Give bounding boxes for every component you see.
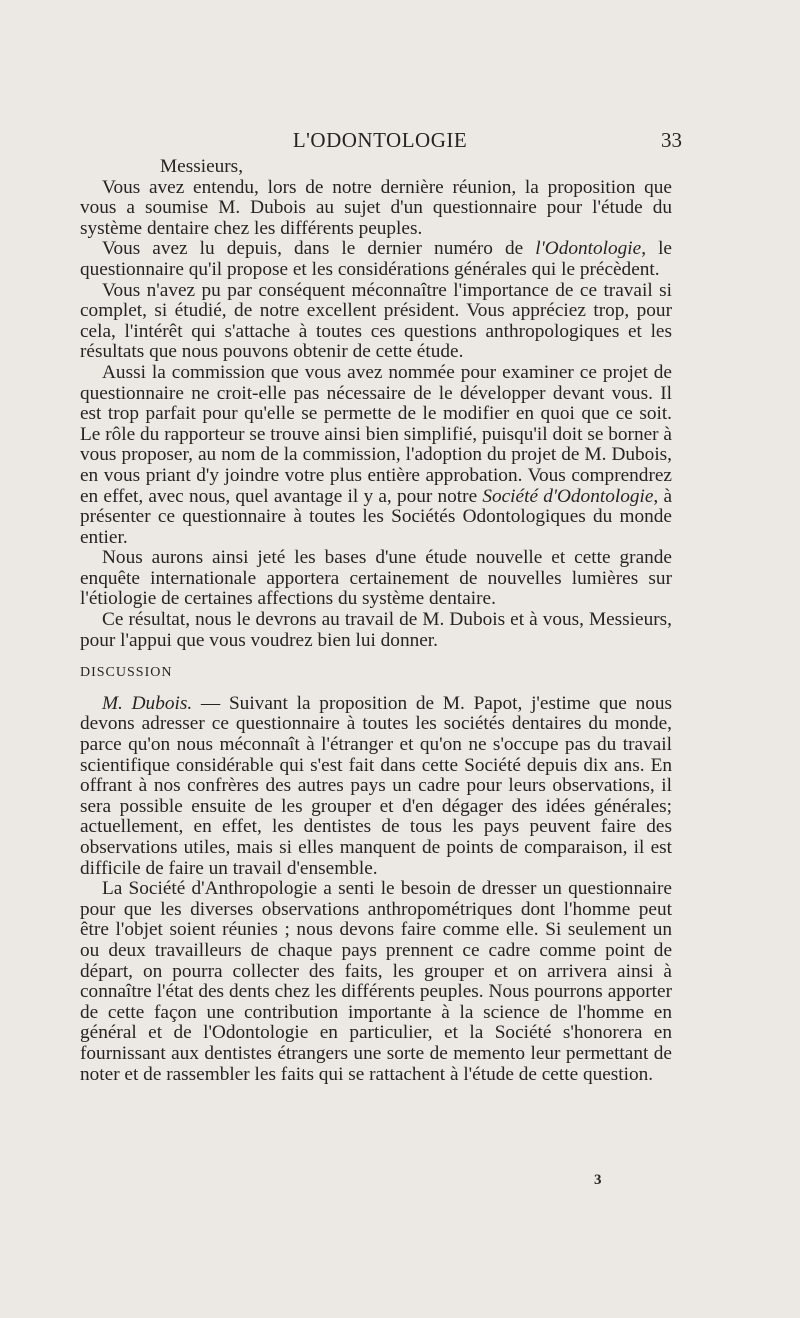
page-body <box>80 157 672 1085</box>
salutation: Messieurs, <box>160 156 244 177</box>
discussion-paragraph-1 <box>80 694 672 879</box>
report-paragraph-5: Nous aurons ainsi jeté les bases d'une étude nouvelle et cette grande enquête internationale apportera certainement de nouvelles lumières sur l'étiologie de certaines affections du système dentaire. <box>80 547 672 610</box>
journal-title-italic: l'Odontologie <box>535 238 642 260</box>
report-paragraph-4-end: , à présenter ce questionnaire à toutes les Sociétés Odontologiques du monde entier. <box>80 485 673 548</box>
report-paragraph-2-end: , le questionnaire qu'il propose et les considérations générales qui le précèdent. <box>80 238 672 280</box>
report-paragraph-4 <box>80 363 672 548</box>
report-paragraph-1: Vous avez entendu, lors de notre dernière réunion, la proposition que vous a soumise M. Dubois au sujet d'un questionnaire pour l'étude du système dentaire chez les différents peuples. <box>80 176 672 239</box>
signature-mark: 3 <box>594 1172 602 1188</box>
discussion-heading: DISCUSSION <box>80 665 173 681</box>
report-paragraph-2 <box>80 239 672 280</box>
running-title: L'ODONTOLOGIE <box>292 128 468 152</box>
report-paragraph-2-start: Vous avez lu depuis, dans le dernier numéro de <box>102 238 536 260</box>
society-name-italic: Société d'Odontologie <box>482 485 654 507</box>
report-paragraph-4-start: Aussi la commission que vous avez nommée pour examiner ce projet de questionnaire ne croit-elle pas nécessaire de le développer devant vous. Il est trop parfait pour qu'elle se permette de le modifier en quoi que ce soit. Le rôle du rapporteur se trouve ainsi bien simplifié, puisqu'il doit se borner à vous proposer, au nom de la commission, l'adoption du projet de M. Dubois, en vous priant d'y joindre votre plus entière approbation. Vous comprendrez en effet, avec nous, quel avantage il y a, pour notre <box>80 361 672 507</box>
report-paragraph-3: Vous n'avez pu par conséquent méconnaître l'importance de ce travail si complet, si étudié, de notre excellent président. Vous appréciez trop, pour cela, l'intérêt qui s'attache à toutes ces questions anthropologiques et les résultats que nous pouvons obtenir de cette étude. <box>80 279 672 363</box>
speaker-name: M. Dubois. <box>102 692 193 714</box>
discussion-paragraph-1-text: — Suivant la proposition de M. Papot, j'estime que nous devons adresser ce questionnaire à toutes les sociétés dentaires du monde, parce qu'on nous méconnaît à l'étranger et qu'on ne s'occupe pas du travail scientifique considérable qui s'est fait dans cette Société depuis dix ans. En offrant à nos confrères des autres pays un cadre pour leurs observations, il sera possible ensuite de les grouper et d'en dégager des idées générales; actuellement, en effet, les dentistes de tous les pays peuvent faire des observations utiles, mais si elles manquent de points de comparaison, il est difficile de faire un travail d'ensemble. <box>80 692 673 879</box>
report-paragraph-6: Ce résultat, nous le devrons au travail de M. Dubois et à vous, Messieurs, pour l'appui que vous voudrez bien lui donner. <box>80 609 672 651</box>
page-header <box>80 128 680 158</box>
discussion-paragraph-2: La Société d'Anthropologie a senti le besoin de dresser un questionnaire pour que les diverses observations anthropométriques dont l'homme peut être l'objet soient réunies ; nous devons faire comme elle. Si seulement un ou deux travailleurs de chaque pays prennent ce cadre comme point de départ, on pourra collecter des faits, les grouper et on arrivera ainsi à connaître l'état des dents chez les différents peuples. Nous pourrons apporter de cette façon une contribution importante à la science de l'homme en général et de l'Odontologie en particulier, et la Société s'honorera en fournissant aux dentistes étrangers une sorte de memento leur permettant de noter et de rassembler les faits qui se rattachent à l'étude de cette question. <box>80 878 672 1085</box>
page-number: 33 <box>661 128 682 152</box>
